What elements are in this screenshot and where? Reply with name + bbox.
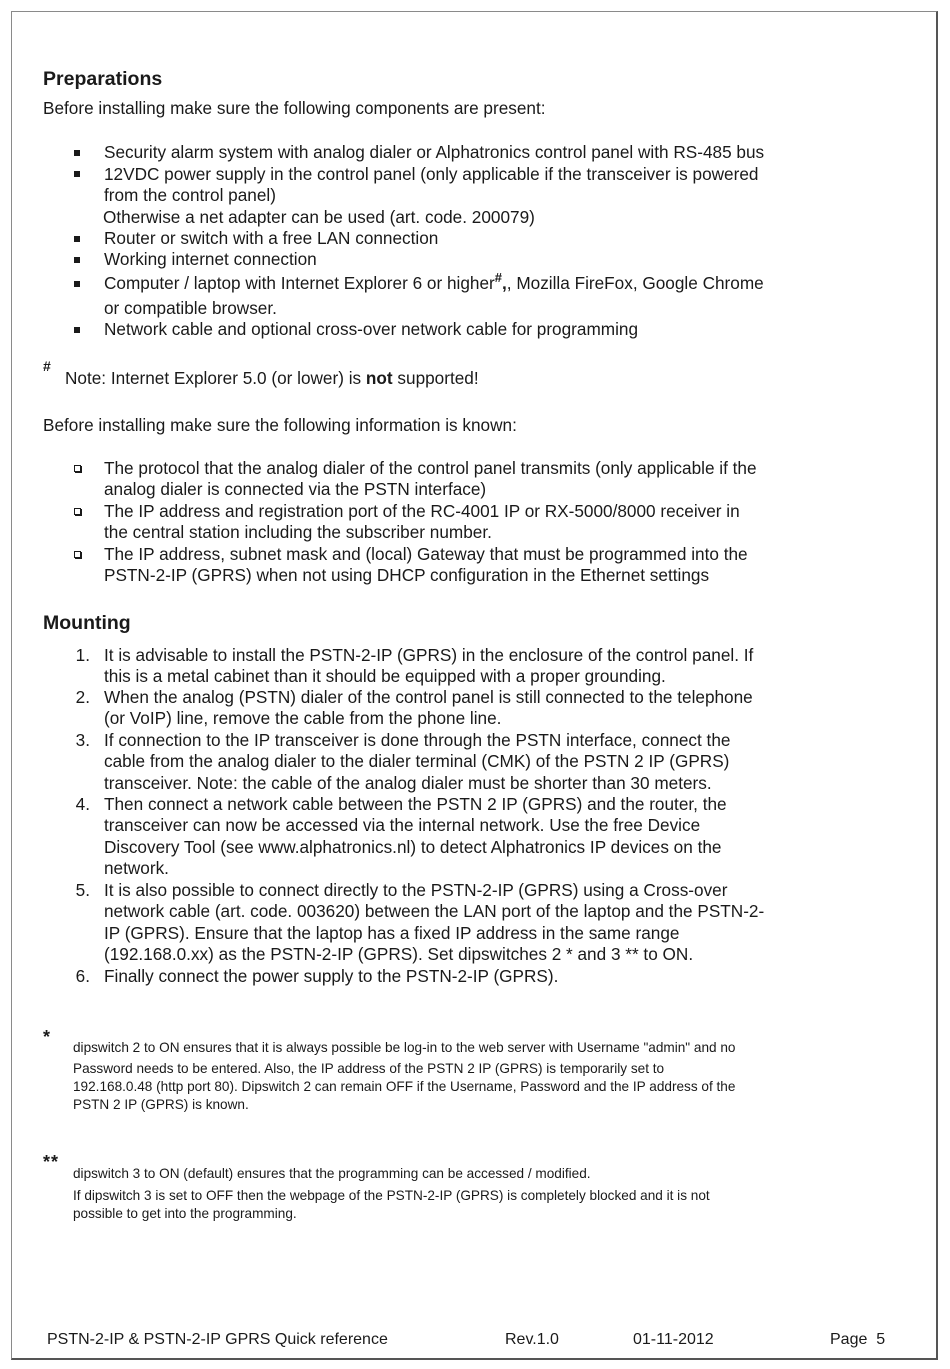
list-item-text: Network cable and optional cross-over network cable for programming [104, 319, 639, 339]
list-item-text: analog dialer is connected via the PSTN interface) [104, 479, 487, 499]
list-item-text: Router or switch with a free LAN connection [104, 228, 439, 248]
step-text: Then connect a network cable between the PSTN 2 IP (GPRS) and the router, the [104, 794, 727, 814]
step-text: When the analog (PSTN) dialer of the control panel is still connected to the telephone [104, 687, 753, 707]
footnote-text: possible to get into the programming. [73, 1206, 297, 1221]
footer-date: 01-11-2012 [633, 1331, 714, 1348]
footnote-text: 192.168.0.48 (http port 80). Dipswitch 2 can remain OFF if the Username, Password and the IP address of the [73, 1079, 736, 1094]
list-item-text: the central station including the subscriber number. [104, 522, 492, 542]
list-item-text: 12VDC power supply in the control panel (only applicable if the transceiver is powered [104, 164, 759, 184]
bullet-square-icon [74, 236, 80, 242]
step-number: 5. [75, 880, 90, 900]
step-text: this is a metal cabinet than it should be equipped with a proper grounding. [104, 666, 666, 686]
step-text: transceiver can now be accessed via the internal network. Use the free Device [104, 815, 701, 835]
checkbox-bullet-icon [74, 551, 81, 558]
footnote-text: PSTN 2 IP (GPRS) is known. [73, 1097, 249, 1112]
step-text: network. [104, 858, 169, 878]
step-number: 6. [75, 966, 90, 986]
list-item-text: Computer / laptop with Internet Explorer 6 or higher#,, Mozilla FireFox, Google Chrome [104, 270, 764, 293]
bullet-square-icon [74, 150, 80, 156]
adapter-note: Otherwise a net adapter can be used (art. code. 200079) [103, 207, 535, 227]
preparations-heading: Preparations [43, 68, 163, 90]
step-text: It is also possible to connect directly to the PSTN-2-IP (GPRS) using a Cross-over [104, 880, 728, 900]
step-text: transceiver. Note: the cable of the analog dialer must be shorter than 30 meters. [104, 773, 712, 793]
footer-revision: Rev.1.0 [505, 1331, 559, 1348]
bullet-square-icon [74, 281, 80, 287]
step-number: 1. [75, 645, 90, 665]
list-item-text: from the control panel) [104, 185, 276, 205]
footnote-text: If dipswitch 3 is set to OFF then the webpage of the PSTN-2-IP (GPRS) is completely blocked and it is not [73, 1188, 710, 1203]
step-text: cable from the analog dialer to the dialer terminal (CMK) of the PSTN 2 IP (GPRS) [104, 751, 730, 771]
step-text: Finally connect the power supply to the PSTN-2-IP (GPRS). [104, 966, 559, 986]
info-intro: Before installing make sure the following information is known: [43, 415, 517, 435]
footnote-marker: * [43, 1027, 51, 1047]
footnote-text: dipswitch 3 to ON (default) ensures that the programming can be accessed / modified. [73, 1166, 591, 1181]
bullet-square-icon [74, 171, 80, 177]
footnote-marker: ** [43, 1152, 60, 1172]
list-item-text: Security alarm system with analog dialer or Alphatronics control panel with RS-485 bus [104, 142, 765, 162]
checkbox-bullet-icon [74, 465, 81, 472]
bullet-square-icon [74, 257, 80, 263]
footnote-marker: # [494, 270, 502, 285]
footnote-marker: # [43, 358, 51, 374]
footnote-text: Password needs to be entered. Also, the IP address of the PSTN 2 IP (GPRS) is temporarily set to [73, 1061, 665, 1076]
step-number: 3. [75, 730, 90, 750]
step-number: 4. [75, 794, 90, 814]
footnote-text: dipswitch 2 to ON ensures that it is always possible be log-in to the web server with Username "admin" and no [73, 1040, 736, 1055]
step-text: (192.168.0.xx) as the PSTN-2-IP (GPRS). Set dipswitches 2 * and 3 ** to ON. [104, 944, 694, 964]
list-item-text: The protocol that the analog dialer of the control panel transmits (only applicable if the [104, 458, 757, 478]
list-item-text: or compatible browser. [104, 298, 277, 318]
step-text: (or VoIP) line, remove the cable from the phone line. [104, 708, 502, 728]
step-text: Discovery Tool (see www.alphatronics.nl) to detect Alphatronics IP devices on the [104, 837, 722, 857]
list-item-text: Working internet connection [104, 249, 317, 269]
checkbox-bullet-icon [74, 508, 81, 515]
bullet-square-icon [74, 327, 80, 333]
step-text: If connection to the IP transceiver is done through the PSTN interface, connect the [104, 730, 731, 750]
step-text: It is advisable to install the PSTN-2-IP (GPRS) in the enclosure of the control panel. If [104, 645, 754, 665]
step-number: 2. [75, 687, 90, 707]
list-item-text: The IP address, subnet mask and (local) Gateway that must be programmed into the [104, 544, 748, 564]
mounting-heading: Mounting [43, 612, 131, 634]
footer-page-number: Page 5 [830, 1331, 886, 1348]
step-text: network cable (art. code. 003620) between the LAN port of the laptop and the PSTN-2- [104, 901, 765, 921]
footer-title: PSTN-2-IP & PSTN-2-IP GPRS Quick reference [47, 1331, 388, 1348]
list-item-text: PSTN-2-IP (GPRS) when not using DHCP configuration in the Ethernet settings [104, 565, 710, 585]
preparations-intro: Before installing make sure the following components are present: [43, 98, 546, 118]
step-text: IP (GPRS). Ensure that the laptop has a fixed IP address in the same range [104, 923, 680, 943]
list-item-text: The IP address and registration port of the RC-4001 IP or RX-5000/8000 receiver in [104, 501, 740, 521]
note-text: Note: Internet Explorer 5.0 (or lower) is not supported! [65, 368, 479, 388]
